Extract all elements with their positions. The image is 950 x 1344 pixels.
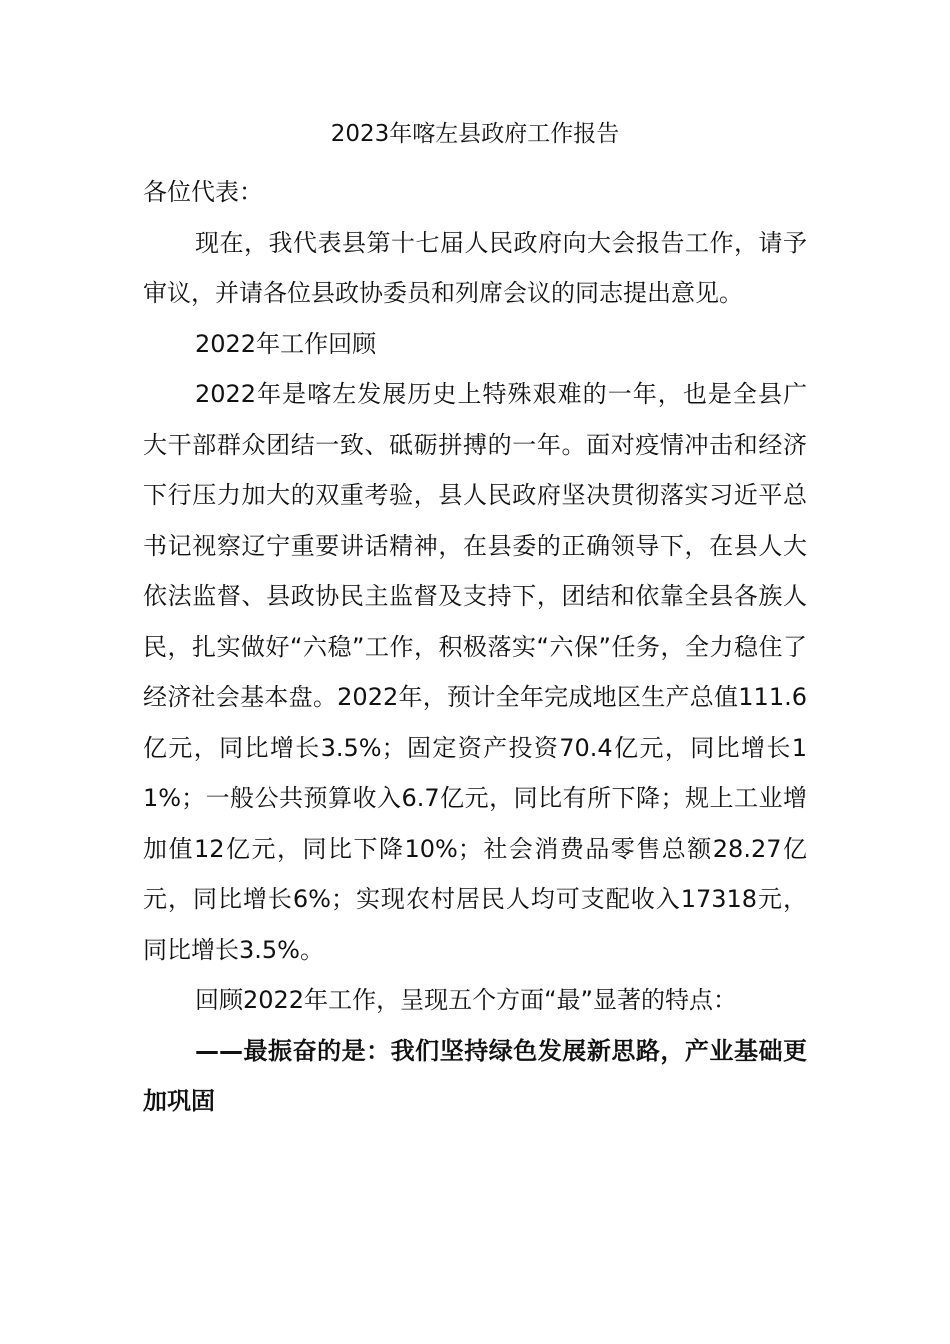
- salutation: 各位代表：: [143, 178, 263, 206]
- section-title-review: 2022年工作回顾: [195, 329, 377, 358]
- features-intro-paragraph: 回顾2022年工作，呈现五个方面“最”显著的特点：: [195, 986, 737, 1014]
- document-body: [143, 167, 807, 1127]
- feature-heading: ——最振奋的是：我们坚持绿色发展新思路，产业基础更加巩固: [143, 1036, 807, 1115]
- document-title: 2023年喀左县政府工作报告: [330, 121, 620, 147]
- intro-paragraph: 现在，我代表县第十七届人民政府向大会报告工作，请予审议，并请各位县政协委员和列席会议的同志提出意见。: [143, 228, 807, 307]
- review-paragraph: 2022年是喀左发展历史上特殊艰难的一年，也是全县广大干部群众团结一致、砥砺拼搏的一年。面对疫情冲击和经济下行压力加大的双重考验，县人民政府坚决贯彻落实习近平总书记视察辽宁重要讲话精神，在县委的正确领导下，在县人大依法监督、县政协民主监督及支持下，团结和依靠全县各族人民，扎实做好“六稳”工作，积极落实“六保”任务，全力稳住了经济社会基本盘。2022年，预计全年完成地区生产总值111.6亿元，同比增长3.5%；固定资产投资70.4亿元，同比增长11%；一般公共预算收入6.7亿元，同比有所下降；规上工业增加值12亿元，同比下降10%；社会消费品零售总额28.27亿元，同比增长6%；实现农村居民人均可支配收入17318元，同比增长3.5%。: [143, 380, 807, 964]
